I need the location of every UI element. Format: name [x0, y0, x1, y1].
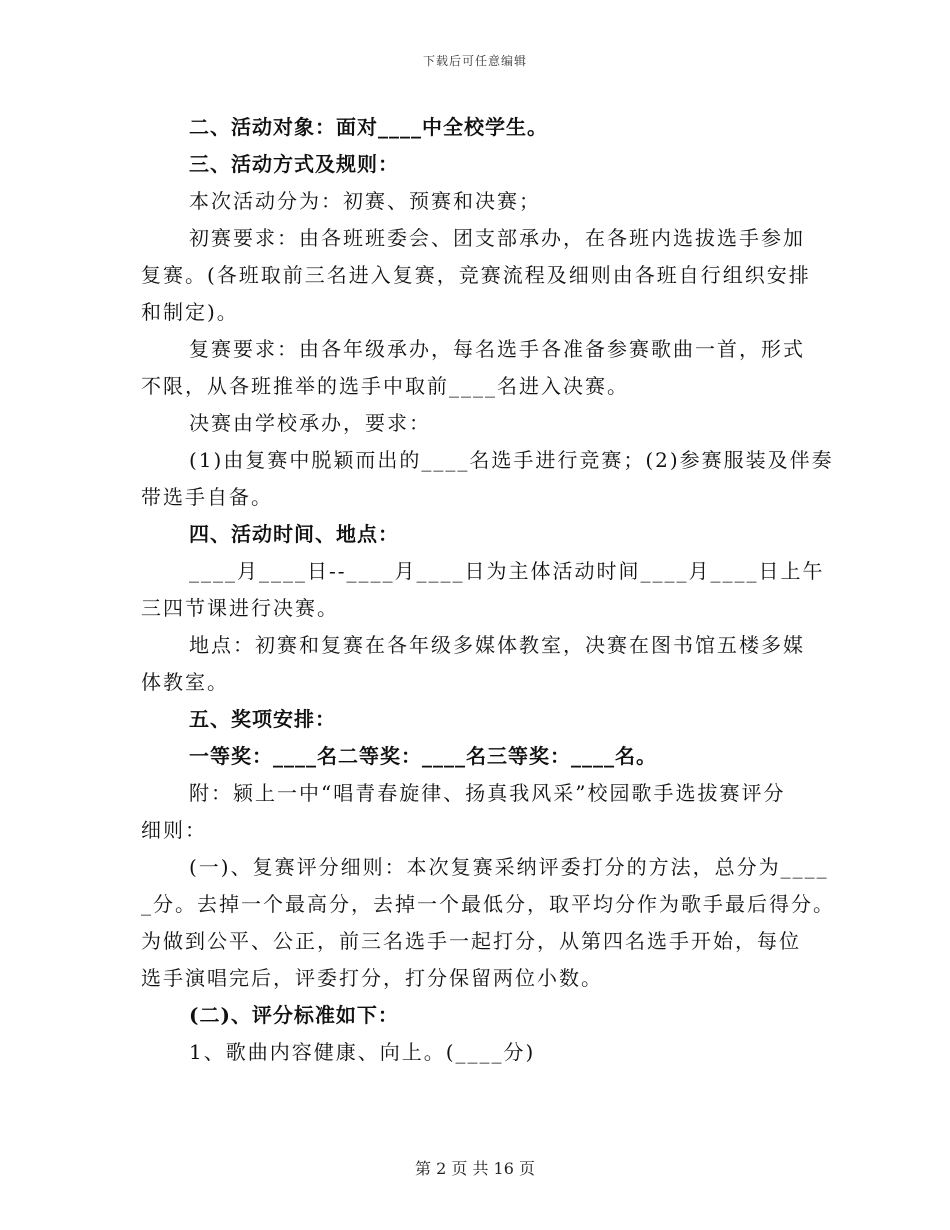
section-heading-method: 三、活动方式及规则： — [189, 152, 399, 176]
section-heading-criteria: (二)、评分标准如下： — [189, 1003, 399, 1027]
section-heading-target: 二、活动对象：面对____中全校学生。 — [189, 115, 548, 139]
paragraph-line: 附：颍上一中“唱青春旋律、扬真我风采”校园歌手选拔赛评分 — [189, 781, 786, 805]
paragraph-line: 复赛要求：由各年级承办，每名选手各准备参赛歌曲一首，形式 — [189, 337, 805, 361]
paragraph-line: _分。去掉一个最高分，去掉一个最低分，取平均分作为歌手最后得分。 — [141, 892, 835, 916]
paragraph-line: (1)由复赛中脱颖而出的____名选手进行竞赛；(2)参赛服装及伴奏 — [189, 448, 834, 472]
paragraph-line: 初赛要求：由各班班委会、团支部承办，在各班内选拔选手参加 — [189, 226, 805, 250]
paragraph-line: 和制定)。 — [141, 300, 239, 324]
page-footer: 第 2 页 共 16 页 — [415, 1159, 535, 1178]
paragraph-line: 本次活动分为：初赛、预赛和决赛； — [189, 189, 541, 213]
paragraph-line: ____月____日--____月____日为主体活动时间____月____日上午 — [189, 559, 825, 583]
paragraph-line: 细则： — [141, 818, 207, 842]
paragraph-line: 复赛。(各班取前三名进入复赛，竞赛流程及细则由各班自行组织安排 — [141, 263, 811, 287]
document-body — [141, 109, 835, 1071]
awards-line: 一等奖：____名二等奖：____名三等奖：____名。 — [189, 744, 657, 768]
section-heading-awards: 五、奖项安排： — [189, 707, 336, 731]
page-header: 下载后可任意编辑 — [422, 54, 527, 68]
paragraph-line: 带选手自备。 — [141, 485, 273, 509]
paragraph-line: 为做到公平、公正，前三名选手一起打分，从第四名选手开始，每位 — [141, 929, 801, 953]
paragraph-line: 决赛由学校承办，要求： — [189, 411, 431, 435]
paragraph-line: 不限，从各班推举的选手中取前____名进入决赛。 — [141, 374, 629, 398]
section-heading-time-place: 四、活动时间、地点： — [189, 522, 399, 546]
paragraph-line: 地点：初赛和复赛在各年级多媒体教室，决赛在图书馆五楼多媒 — [189, 633, 805, 657]
paragraph-line: (一)、复赛评分细则：本次复赛采纳评委打分的方法，总分为____ — [189, 855, 829, 879]
paragraph-line: 1、歌曲内容健康、向上。(____分) — [189, 1040, 536, 1064]
paragraph-line: 体教室。 — [141, 670, 229, 694]
paragraph-line: 三四节课进行决赛。 — [141, 596, 339, 620]
paragraph-line: 选手演唱完后，评委打分，打分保留两位小数。 — [141, 966, 603, 990]
